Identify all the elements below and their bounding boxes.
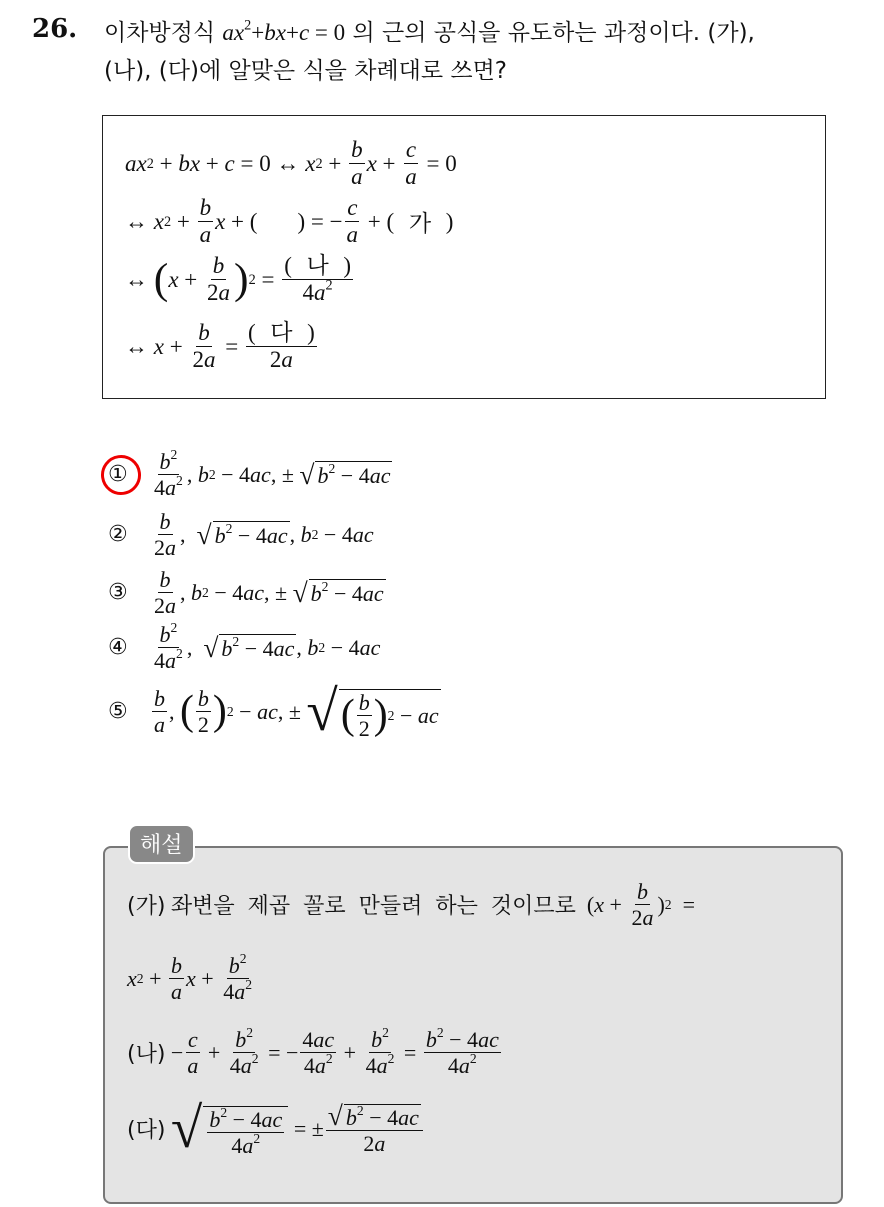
choice-2[interactable]: ② $\frac{b}{2a}$ , √ $b^2 - 4ac$ , b 2 − 4 ac [108, 509, 374, 561]
question-text-prefix: 이차방정식 [104, 20, 216, 46]
derivation-line-4: ↔ x + $\frac{b}{2a}$ = $\frac{\text{( 다 )}}{2a}$ [125, 320, 315, 373]
question-text-line2: (나), (다)에 알맞은 식을 차례대로 쓰면? [104, 58, 508, 84]
explanation-na: (나) − $\frac{c}{a}$ + $\frac{b^2}{4a^2}$ = − $\frac{4ac}{4a^2}$ + $\frac{b^2}{4a^2}$ = $\frac{b^2 - 4ac}{4a^2}$ [127, 1024, 499, 1079]
question-text [104, 14, 874, 90]
choice-3-number: ③ [108, 580, 128, 606]
choice-3[interactable]: ③ $\frac{b}{2a}$ , b 2 − 4 ac , ± √ $b^2 - 4ac$ [108, 567, 384, 619]
explanation-da: (다) √ $\frac{b^2 - 4ac}{4a^2}$ = ± √ $b^2 - 4ac$ 2a [127, 1100, 425, 1157]
explanation-ga-label: (가) [127, 894, 166, 920]
choice-5[interactable]: ⑤ $\frac{b}{a}$ , ( $\frac{b}{2}$ ) 2 − ac , ± √ ( $\frac{b}{2}$ ) 2 − ac [108, 680, 439, 743]
choice-1[interactable]: ① $\frac{b^2}{4a^2}$ , b 2 − 4 ac , ± √ $b^2 - 4ac$ [108, 446, 391, 501]
explanation-box [103, 846, 843, 1204]
explanation-da-label: (다) [127, 1118, 166, 1144]
derivation-line-3: ↔ ( x + $\frac{b}{2a}$ ) 2 = $\frac{\text{( 나 )}}{4a^2}$ [125, 253, 352, 306]
choice-1-number: ① [108, 462, 128, 488]
explanation-ga: (가) 좌변을 제곱 꼴로 만들려 하는 것이므로 ( x + $\frac{b}{2a}$ ) 2 = [127, 879, 695, 931]
question-equation: $ax^2+bx+c = 0$ [222, 17, 346, 45]
choice-5-number: ⑤ [108, 699, 128, 725]
derivation-box [102, 115, 826, 399]
blank-na: 나 [306, 253, 329, 279]
derivation-line-2: ↔ x 2 + $\frac{b}{a}$ x + ( ) = − $\frac{c}{a}$ + ( 가 ) [125, 195, 454, 248]
explanation-tag: 해설 [128, 824, 195, 864]
derivation-line-1: ax 2 + bx + c = 0 ↔ x 2 + $\frac{b}{a}$ x + $\frac{c}{a}$ = 0 [125, 137, 457, 190]
explanation-na-label: (나) [127, 1042, 166, 1068]
explanation-ga-cont: x 2 + $\frac{b}{a}$ x + $\frac{b^2}{4a^2}$ [127, 950, 252, 1005]
explanation-ga-text: 좌변을 제곱 꼴로 만들려 하는 것이므로 [170, 894, 576, 920]
question-number: 26. [32, 14, 78, 44]
choice-4-number: ④ [108, 635, 128, 661]
blank-da: 다 [270, 320, 293, 346]
choice-4[interactable]: ④ $\frac{b^2}{4a^2}$ , √ $b^2 - 4ac$ , b 2 − 4 ac [108, 619, 381, 674]
question-text-suffix: 의 근의 공식을 유도하는 과정이다. (가), [352, 20, 755, 46]
blank-ga: 가 [408, 211, 432, 238]
choice-2-number: ② [108, 522, 128, 548]
